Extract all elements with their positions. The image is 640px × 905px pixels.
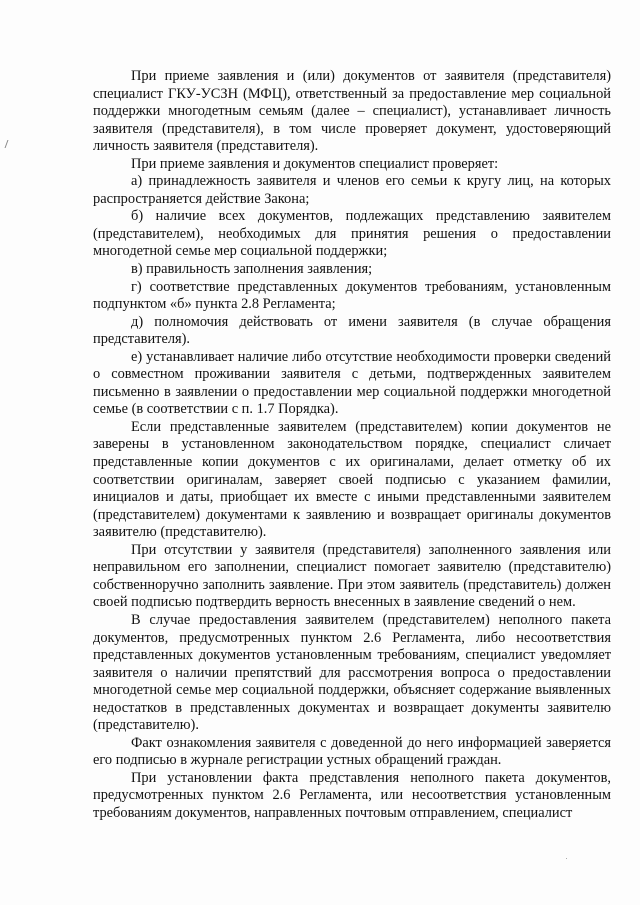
paragraph: Факт ознакомления заявителя с доведенной до него информацией заверяется его подписью в журнале регистрации устных обращений граждан. bbox=[93, 734, 611, 769]
paragraph: г) соответствие представленных документов требованиям, установленным подпунктом «б» пункта 2.8 Регламента; bbox=[93, 278, 611, 313]
paragraph: Если представленные заявителем (представителем) копии документов не заверены в установленном законодательством порядке, специалист сличает представленные копии документов с их оригиналами, делает отметку об их соответствии оригиналам, заверяет своей подписью с указанием фамилии, инициалов и даты, приобщает их вместе с иными представленными заявителем (представителем) документами к заявлению и возвращает оригиналы документов заявителю (представителю). bbox=[93, 418, 611, 541]
paragraph: При отсутствии у заявителя (представителя) заполненного заявления или неправильном его заполнении, специалист помогает заявителю (представителю) собственноручно заполнить заявление. При этом заявитель (представитель) должен своей подписью подтвердить верность внесенных в заявление сведений о нем. bbox=[93, 541, 611, 611]
paragraph: в) правильность заполнения заявления; bbox=[131, 261, 373, 278]
paragraph: е) устанавливает наличие либо отсутствие необходимости проверки сведений о совместном проживании заявителя с детьми, подтвержденных заявителем письменно в заявлении о предоставлении мер социальной поддержки многодетной семье (в соответствии с п. 1.7 Порядка). bbox=[93, 348, 611, 418]
paragraph: В случае предоставления заявителем (представителем) неполного пакета документов, предусмотренных пунктом 2.6 Регламента, либо несоответствия представленных документов установленным требованиям, специалист уведомляет заявителя о наличии препятствий для рассмотрения вопроса о предоставлении многодетной семье мер социальной поддержки, объясняет содержание выявленных недостатков в представленных документах и возвращает документы заявителю (представителю). bbox=[93, 611, 611, 734]
document-body bbox=[93, 68, 611, 823]
paragraph: д) полномочия действовать от имени заявителя (в случае обращения представителя). bbox=[93, 313, 611, 348]
paragraph: При установлении факта представления неполного пакета документов, предусмотренных пунктом 2.6 Регламента, или несоответствия установленным требованиям документов, направленных почтовым отправлением, специалист bbox=[93, 769, 611, 821]
paragraph: а) принадлежность заявителя и членов его семьи к кругу лиц, на которых распространяется действие Закона; bbox=[93, 173, 611, 207]
margin-scan-mark bbox=[5, 140, 12, 148]
paragraph: При приеме заявления и документов специалист проверяет: bbox=[131, 155, 499, 172]
paragraph: б) наличие всех документов, подлежащих представлению заявителем (представителем), необходимых для принятия решения о предоставлении многодетной семье мер социальной поддержки; bbox=[93, 208, 611, 260]
paragraph: При приеме заявления и (или) документов от заявителя (представителя) специалист ГКУ-УСЗН (МФЦ), ответственный за предоставление мер социальной поддержки многодетным семьям (далее – специалист), устанавливает личность заявителя (представителя), в том числе проверяет документ, удостоверяющий личность заявителя (представителя). bbox=[93, 68, 611, 155]
scan-speck bbox=[566, 858, 567, 859]
